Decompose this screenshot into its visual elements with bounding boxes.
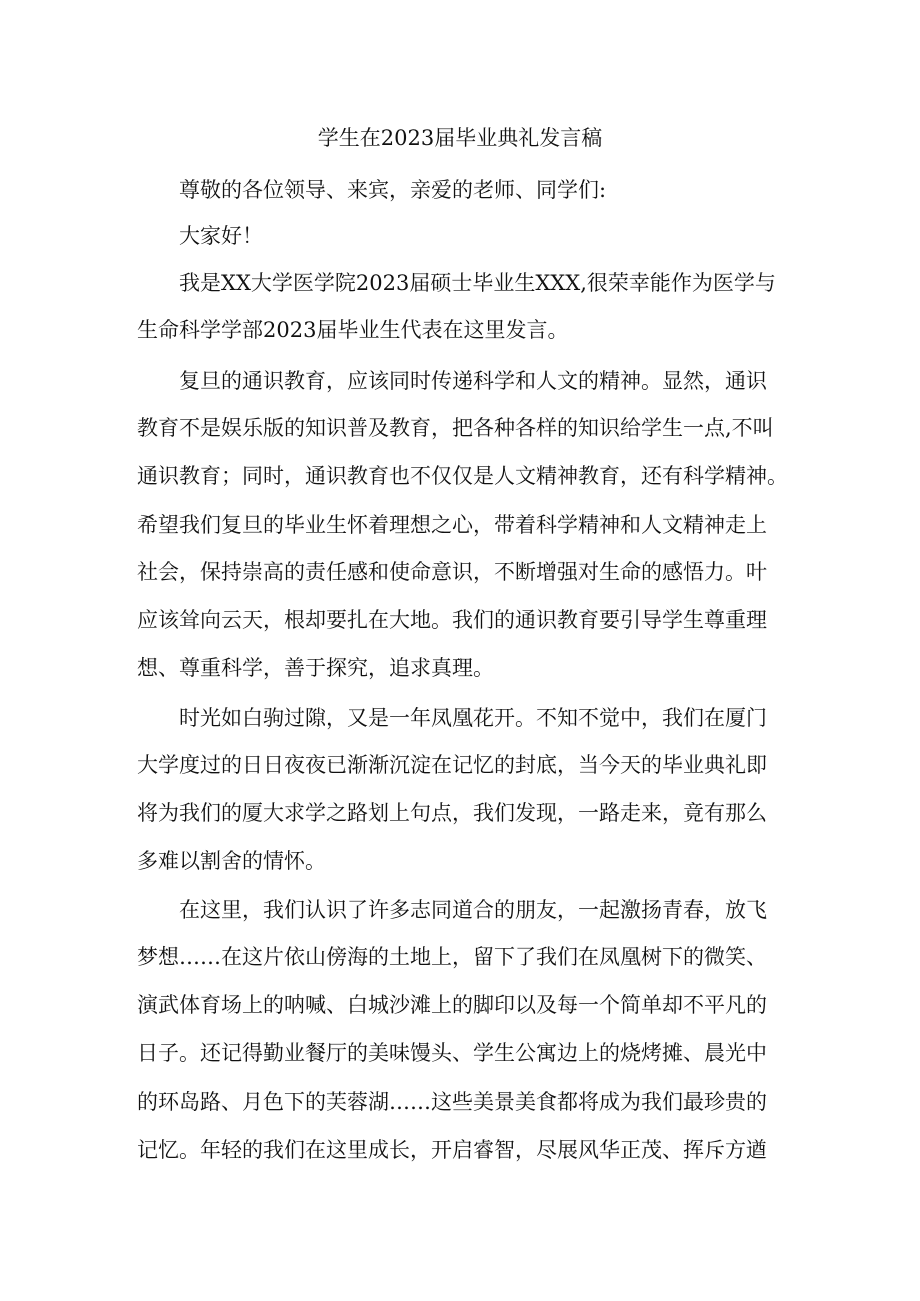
paragraph-line: 将为我们的厦大求学之路划上句点，我们发现，一路走来，竟有那么 bbox=[137, 801, 767, 825]
paragraph-line: 在这里，我们认识了许多志同道合的朋友，一起激扬青春，放飞 bbox=[179, 898, 767, 922]
paragraph-line: 的环岛路、月色下的芙蓉湖……这些美景美食都将成为我们最珍贵的 bbox=[137, 1090, 767, 1114]
paragraph-line: 希望我们复旦的毕业生怀着理想之心，带着科学精神和人文精神走上 bbox=[137, 513, 767, 537]
paragraph-line: 我是XX大学医学院2023届硕士毕业生XXX,很荣幸能作为医学与 bbox=[179, 271, 776, 295]
paragraph-line: 记忆。年轻的我们在这里成长，开启睿智，尽展风华正茂、挥斥方遒 bbox=[137, 1138, 767, 1162]
paragraph-line: 教育不是娱乐版的知识普及教育，把各种各样的知识给学生一点,不叫 bbox=[137, 416, 774, 440]
paragraph-line: 多难以割舍的情怀。 bbox=[137, 849, 326, 873]
paragraph-line: 时光如白驹过隙，又是一年凤凰花开。不知不觉中，我们在厦门 bbox=[179, 706, 767, 730]
paragraph-line: 复旦的通识教育，应该同时传递科学和人文的精神。显然，通识 bbox=[179, 369, 767, 393]
paragraph-line: 梦想……在这片依山傍海的土地上，留下了我们在凤凰树下的微笑、 bbox=[137, 945, 767, 969]
paragraph-line: 大学度过的日日夜夜已渐渐沉淀在记忆的封底，当今天的毕业典礼即 bbox=[137, 753, 767, 777]
paragraph-line: 演武体育场上的呐喊、白城沙滩上的脚印以及每一个简单却不平凡的 bbox=[137, 993, 767, 1017]
paragraph-line: 日子。还记得勤业餐厅的美味馒头、学生公寓边上的烧烤摊、晨光中 bbox=[137, 1041, 767, 1065]
paragraph-line: 生命科学学部2023届毕业生代表在这里发言。 bbox=[137, 318, 569, 342]
paragraph-line: 应该耸向云天，根却要扎在大地。我们的通识教育要引导学生尊重理 bbox=[137, 608, 767, 632]
salutation-line: 尊敬的各位领导、来宾，亲爱的老师、同学们: bbox=[179, 178, 607, 202]
paragraph-line: 想、尊重科学，善于探究，追求真理。 bbox=[137, 656, 494, 680]
document-title: 学生在2023届毕业典礼发言稿 bbox=[317, 126, 603, 150]
greeting-line: 大家好！ bbox=[179, 224, 263, 248]
paragraph-line: 社会，保持崇高的责任感和使命意识，不断增强对生命的感悟力。叶 bbox=[137, 560, 767, 584]
paragraph-line: 通识教育；同时，通识教育也不仅仅是人文精神教育，还有科学精神。 bbox=[137, 464, 788, 488]
